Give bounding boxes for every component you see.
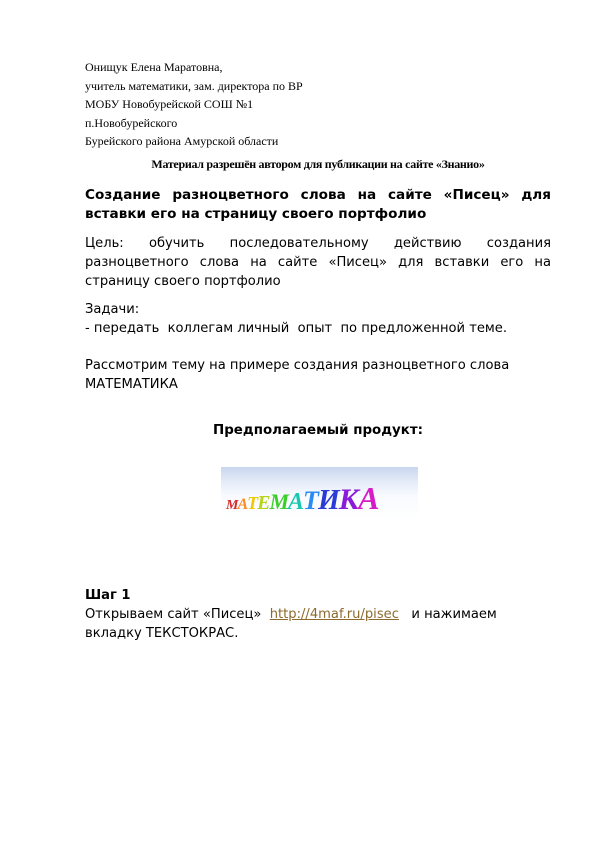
step-1-text-after: и нажимаем вкладку ТЕКСТОКРАС. — [85, 607, 501, 641]
author-block — [85, 58, 545, 151]
pisec-link[interactable]: http://4maf.ru/pisec — [269, 607, 399, 622]
colored-word-letter: Е — [257, 492, 270, 514]
tasks-heading: Задачи: — [85, 302, 140, 317]
step-1-text-before: Открываем сайт «Писец» — [85, 607, 270, 622]
step-1-section — [85, 586, 551, 643]
colored-word-letter: Т — [247, 493, 258, 513]
author-settlement: п.Новобурейского — [85, 115, 178, 130]
author-school: МОБУ Новобурейской СОШ №1 — [85, 97, 254, 112]
colored-word-letter: А — [237, 496, 248, 513]
document-title: Создание разноцветного слова на сайте «Писец» для вставки его на страницу своего портфолио — [85, 187, 551, 222]
permission-notice: Материал разрешён автором для публикации на сайте «Знанио» — [151, 157, 485, 171]
colored-word-letter: А — [358, 480, 379, 516]
product-heading: Предполагаемый продукт: — [213, 423, 423, 438]
colored-word-letter: М — [226, 498, 238, 513]
goal-paragraph: Цель: обучить последовательному действию создания разноцветного слова на сайте «Писец» для вставки его на страницу своего портфолио — [85, 236, 551, 289]
colored-word-letter: И — [317, 485, 339, 516]
tasks-item: - передать коллегам личный опыт по предложенной теме. — [85, 321, 508, 336]
colored-word-letter: А — [288, 489, 304, 515]
example-paragraph: Рассмотрим тему на примере создания разноцветного слова МАТЕМАТИКА — [85, 358, 510, 392]
colored-word-letter: К — [338, 483, 359, 516]
author-position: учитель математики, зам. директора по ВР — [85, 78, 303, 93]
tasks-section — [85, 300, 551, 338]
author-region: Бурейского района Амурской области — [85, 134, 279, 149]
colored-word-image — [221, 467, 418, 519]
colored-word — [226, 482, 378, 515]
colored-word-letter: Т — [303, 486, 318, 515]
step-1-title: Шаг 1 — [85, 588, 131, 603]
author-name: Онищук Елена Маратовна, — [85, 60, 223, 74]
colored-word-letter: М — [269, 489, 289, 514]
step-1-text — [85, 605, 551, 643]
